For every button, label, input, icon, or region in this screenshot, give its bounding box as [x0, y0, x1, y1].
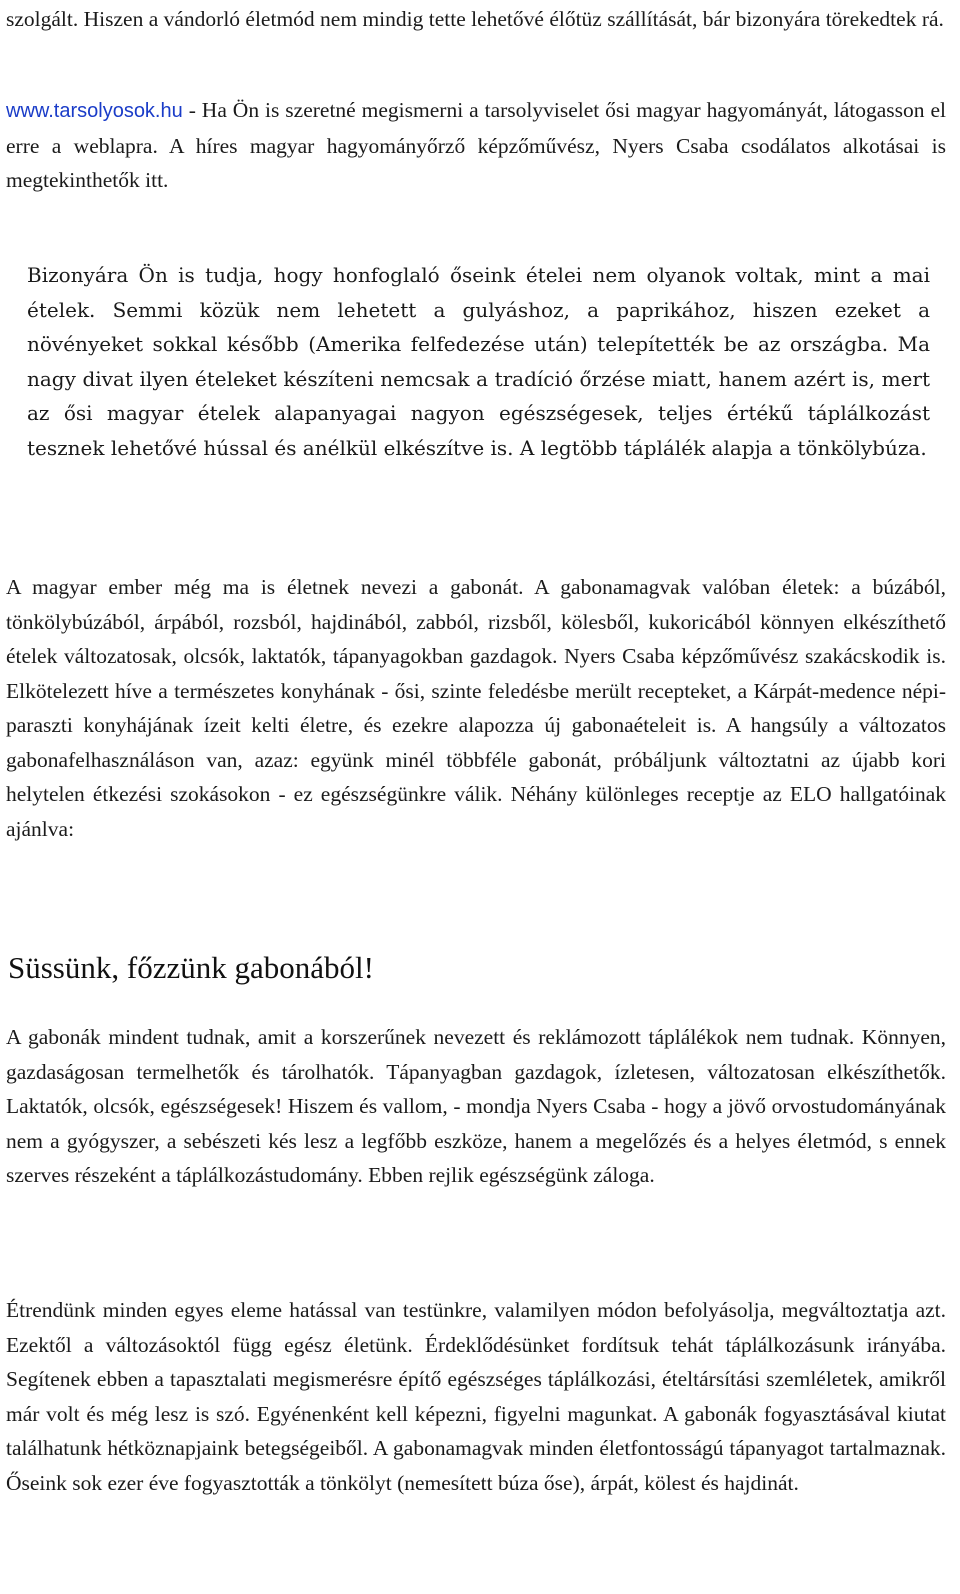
paragraph-etrendunk: Étrendünk minden egyes eleme hatással van testünkre, valamilyen módon befolyásolja, megváltoztatja azt. Ezektől a változásoktól függ egész életünk. Érdeklődésünket fordítsuk tehát táplálkozásunk irányába. Segítenek ebben a tapasztalati megismerésre építő egészséges táplálkozási, ételtársítási szemléletek, amikről már volt és még lesz is szó. Egyénenként kell képezni, figyelni magunkat. A gabonák fogyasztásával kiutat találhatunk hétköznapjaink betegségeiből. A gabonamagvak minden életfontosságú tápanyagot tartalmaznak. Őseink sok ezer éve fogyasztották a tönkölyt (nemesített búza őse), árpát, kölest és hajdinát. — [6, 1298, 946, 1495]
paragraph-honfoglalo-etelek: Bizonyára Ön is tudja, hogy honfoglaló őseink ételei nem olyanok voltak, mint a mai ételek. Semmi közük nem lehetett a gulyáshoz, a paprikához, hiszen ezeket a növényeket sokkal később (Amerika felfedezése után) telepítették be az országba. Ma nagy divat ilyen ételeket készíteni nemcsak a tradíció őrzése miatt, hanem azért is, mert az ősi magyar ételek alapanyagai nagyon egészségesek, teljes értékű táplálkozást tesznek lehetővé hússal és anélkül elkészítve is. A legtöbb táplálék alapja a tönkölybúza. — [27, 263, 930, 460]
paragraph-tarsolyosok — [6, 93, 946, 198]
paragraph-gabonak-mindent-tudnak: A gabonák mindent tudnak, amit a korszerűnek nevezett és reklámozott táplálékok nem tudnak. Könnyen, gazdaságosan termelhetők és tárolhatók. Tápanyagban gazdagok, ízletesen, változatosan elkészíthetők. Laktatók, olcsók, egészségesek! Hiszem és vallom, - mondja Nyers Csaba - hogy a jövő orvostudományának nem a gyógyszer, a sebészeti kés lesz a legfőbb eszköze, hanem a megelőzés és a helyes életmód, s ennek szerves részeként a táplálkozástudomány. Ebben rejlik egészségünk záloga. — [6, 1025, 946, 1187]
tarsolyosok-link[interactable]: www.tarsolyosok.hu — [6, 100, 183, 122]
paragraph-fire: szolgált. Hiszen a vándorló életmód nem mindig tette lehetővé élőtüz szállítását, bár bizonyára törekedtek rá. — [6, 7, 944, 31]
paragraph-tarsolyosok-text: - Ha Ön is szeretné megismerni a tarsolyviselet ősi magyar hagyományát, látogasson el erre a weblapra. A híres magyar hagyományőrző képzőművész, Nyers Csaba csodálatos alkotásai is megtekinthetők itt. — [6, 98, 946, 192]
paragraph-gabona-elet: A magyar ember még ma is életnek nevezi a gabonát. A gabonamagvak valóban életek: a búzából, tönkölybúzából, árpából, rozsból, hajdinából, zabból, rizsből, kölesből, kukoricából könnyen elkészíthető ételek változatosak, olcsók, laktatók, tápanyagokban gazdagok. Nyers Csaba képzőművész szakácskodik is. Elkötelezett híve a természetes konyhának - ősi, szinte feledésbe merült recepteket, a Kárpát-medence népi-paraszti konyhájának ízeit kelti életre, és ezekre alapozza új gabonaételeit is. A hangsúly a változatos gabonafelhasználáson van, azaz: együnk minél többféle gabonát, próbáljunk változtatni az újabb kori helytelen étkezési szokásokon - ez egészségünkre válik. Néhány különleges receptje az ELO hallgatóinak ajánlva: — [6, 575, 946, 841]
section-heading: Süssünk, főzzünk gabonából! — [8, 950, 374, 985]
